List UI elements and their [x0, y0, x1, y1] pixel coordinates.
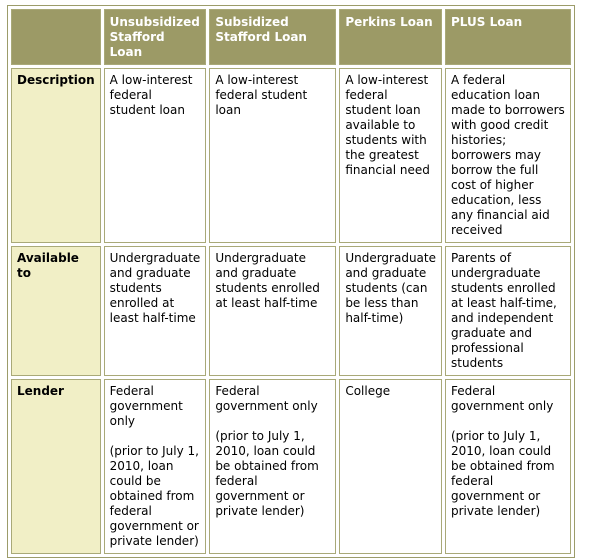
cell-text: Federal government only	[215, 384, 318, 413]
cell-text: Undergraduate and graduate students enrolled at least half-time	[109, 251, 201, 325]
header-perkins: Perkins Loan	[339, 9, 442, 65]
table-header-row	[11, 9, 571, 65]
table-row-available-to	[11, 246, 571, 376]
cell-available-subsidized	[209, 246, 336, 376]
cell-text: Undergraduate and graduate students (can be less than half-time)	[345, 251, 436, 325]
cell-text: A low-interest federal student loan	[109, 73, 193, 117]
cell-text: A federal education loan made to borrowers with good credit histories; borrowers may borrow the full cost of higher education, less any financial aid received	[451, 73, 565, 237]
row-label-lender: Lender	[11, 379, 101, 554]
header-unsubsidized-stafford: Unsubsidized Stafford Loan	[104, 9, 207, 65]
cell-available-perkins	[339, 246, 442, 376]
cell-text: Undergraduate and graduate students enrolled at least half-time	[215, 251, 320, 310]
table-row-lender	[11, 379, 571, 554]
cell-lender-unsubsidized	[104, 379, 207, 554]
cell-note: (prior to July 1, 2010, loan could be obtained from federal government or private lender)	[451, 429, 555, 518]
row-label-description: Description	[11, 68, 101, 243]
cell-note: (prior to July 1, 2010, loan could be obtained from federal government or private lender)	[215, 429, 319, 518]
cell-lender-plus	[445, 379, 571, 554]
cell-text: Federal government only	[451, 384, 554, 413]
cell-text: A low-interest federal student loan	[215, 73, 308, 117]
header-corner-cell	[11, 9, 101, 65]
cell-available-unsubsidized	[104, 246, 207, 376]
cell-text: A low-interest federal student loan available to students with the greatest financial need	[345, 73, 430, 177]
header-subsidized-stafford: Subsidized Stafford Loan	[209, 9, 336, 65]
row-label-available-to: Available to	[11, 246, 101, 376]
cell-lender-subsidized	[209, 379, 336, 554]
cell-available-plus	[445, 246, 571, 376]
cell-description-unsubsidized	[104, 68, 207, 243]
cell-description-subsidized	[209, 68, 336, 243]
cell-note: (prior to July 1, 2010, loan could be obtained from federal government or private lender)	[109, 444, 199, 548]
cell-description-perkins	[339, 68, 442, 243]
cell-description-plus	[445, 68, 571, 243]
cell-text: Parents of undergraduate students enrolled at least half-time, and independent graduate and professional students	[451, 251, 557, 370]
cell-text: College	[345, 384, 391, 398]
table-row-description	[11, 68, 571, 243]
loan-comparison-table	[7, 5, 575, 558]
cell-lender-perkins	[339, 379, 442, 554]
cell-text: Federal government only	[109, 384, 183, 428]
header-plus: PLUS Loan	[445, 9, 571, 65]
